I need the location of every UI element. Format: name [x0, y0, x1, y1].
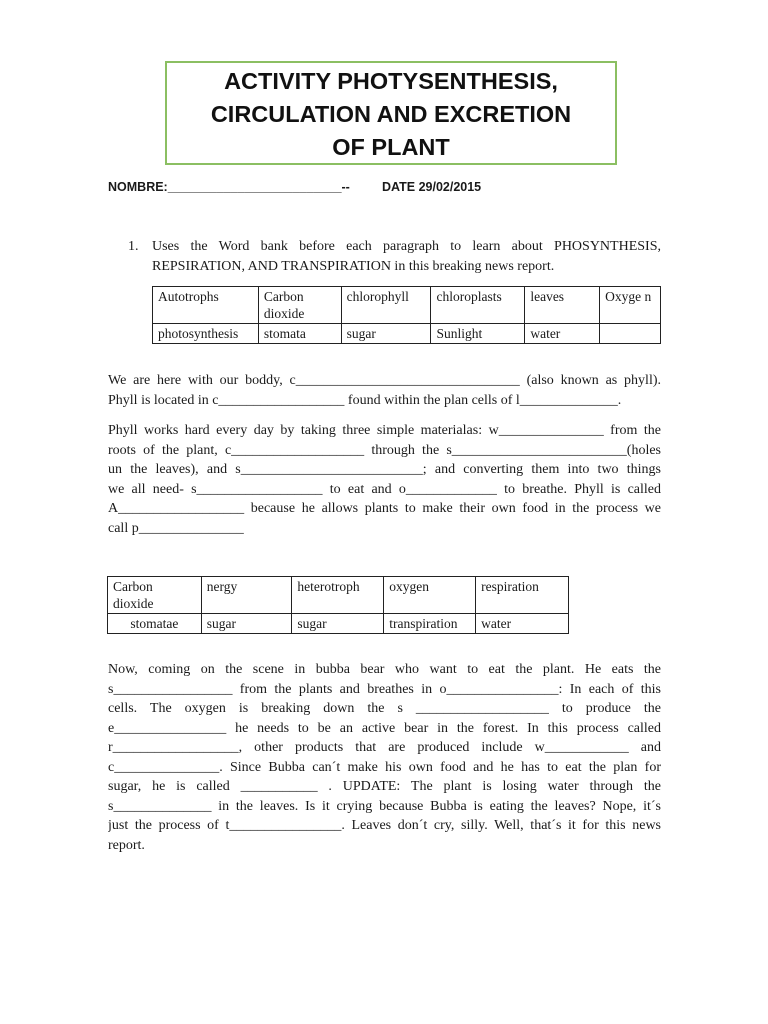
paragraph-line: c_______________. Since Bubba can´t make his own food and he has to eat the plan for: [108, 759, 661, 775]
table-cell: water: [476, 614, 569, 634]
table-cell: Carbon dioxide: [258, 287, 341, 324]
word-bank-table-2: [107, 576, 569, 634]
table-cell: nergy: [201, 577, 292, 614]
paragraph-2: [108, 421, 661, 538]
paragraph-line: Phyll works hard every day by taking three simple materialas: w_______________ from the: [108, 423, 661, 438]
paragraph-line: sugar, he is called ___________ . UPDATE: The plant is losing water through the: [108, 779, 661, 794]
paragraph-line: call p_______________: [108, 520, 244, 536]
table-cell: chloroplasts: [431, 287, 525, 324]
table-cell: chlorophyll: [341, 287, 431, 324]
question-line: Uses the Word bank before each paragraph to learn about PHOSYNTHESIS,: [152, 239, 661, 254]
paragraph-line: s_________________ from the plants and breathes in o________________: In each of this: [108, 681, 661, 697]
table-cell: [600, 324, 661, 344]
table-cell: sugar: [292, 614, 384, 634]
question-line: REPSIRATION, AND TRANSPIRATION in this breaking news report.: [152, 259, 555, 274]
name-field-label: NOMBRE:_________________________--: [108, 180, 350, 194]
paragraph-line: cells. The oxygen is breaking down the s ___________________ to produce the: [108, 701, 661, 716]
paragraph-line: we all need- s__________________ to eat and o_____________ to breathe. Phyll is called: [108, 481, 661, 497]
paragraph-line: roots of the plant, c___________________ through the s_________________________(holes: [108, 442, 661, 458]
date-label: DATE 29/02/2015: [382, 180, 482, 194]
title-line-2: CIRCULATION AND EXCRETION: [210, 101, 572, 127]
table-cell: transpiration: [384, 614, 476, 634]
table-cell: Oxyge n: [600, 287, 661, 324]
title-box: [165, 61, 617, 165]
table-cell: Autotrophs: [153, 287, 259, 324]
paragraph-3: [108, 660, 661, 855]
table-cell: Sunlight: [431, 324, 525, 344]
table-cell: water: [525, 324, 600, 344]
table-cell: sugar: [201, 614, 292, 634]
paragraph-line: Phyll is located in c__________________ found within the plan cells of l______________.: [108, 392, 622, 408]
paragraph-line: r__________________, other products that are produced include w____________ and: [108, 740, 661, 755]
paragraph-line: e________________ he needs to be an active bear in the forest. In this process called: [108, 720, 661, 736]
question-text: [152, 237, 661, 277]
table-row: [108, 577, 569, 614]
question-number: 1.: [128, 239, 139, 254]
table-cell: leaves: [525, 287, 600, 324]
table-cell: Carbon dioxide: [108, 577, 202, 614]
table-cell: oxygen: [384, 577, 476, 614]
title-line-3: OF PLANT: [332, 134, 450, 160]
table-cell: photosynthesis: [153, 324, 259, 344]
table-cell: stomata: [258, 324, 341, 344]
paragraph-line: Now, coming on the scene in bubba bear who want to eat the plant. He eats the: [108, 662, 661, 677]
paragraph-line: un the leaves), and s__________________________; and converting them into two things: [108, 462, 661, 477]
table-row: [108, 614, 569, 634]
word-bank-table-1: [152, 286, 661, 344]
table-row: [153, 324, 661, 344]
paragraph-line: just the process of t________________. Leaves don´t cry, silly. Well, that´s it for this news: [108, 818, 661, 833]
paragraph-line: s______________ in the leaves. Is it crying because Bubba is eating the leaves? Nope, it´s: [108, 798, 661, 814]
title-line-1: ACTIVITY PHOTYSENTHESIS,: [224, 68, 558, 94]
paragraph-line: We are here with our boddy, c________________________________ (also known as phyll).: [108, 373, 661, 388]
table-cell: sugar: [341, 324, 431, 344]
paragraph-1: [108, 371, 661, 410]
table-row: [153, 287, 661, 324]
table-cell: stomatae: [108, 614, 202, 634]
table-cell: heterotroph: [292, 577, 384, 614]
table-cell: respiration: [476, 577, 569, 614]
paragraph-line: A__________________ because he allows plants to make their own food in the process we: [108, 501, 661, 516]
paragraph-line: report.: [108, 837, 145, 853]
